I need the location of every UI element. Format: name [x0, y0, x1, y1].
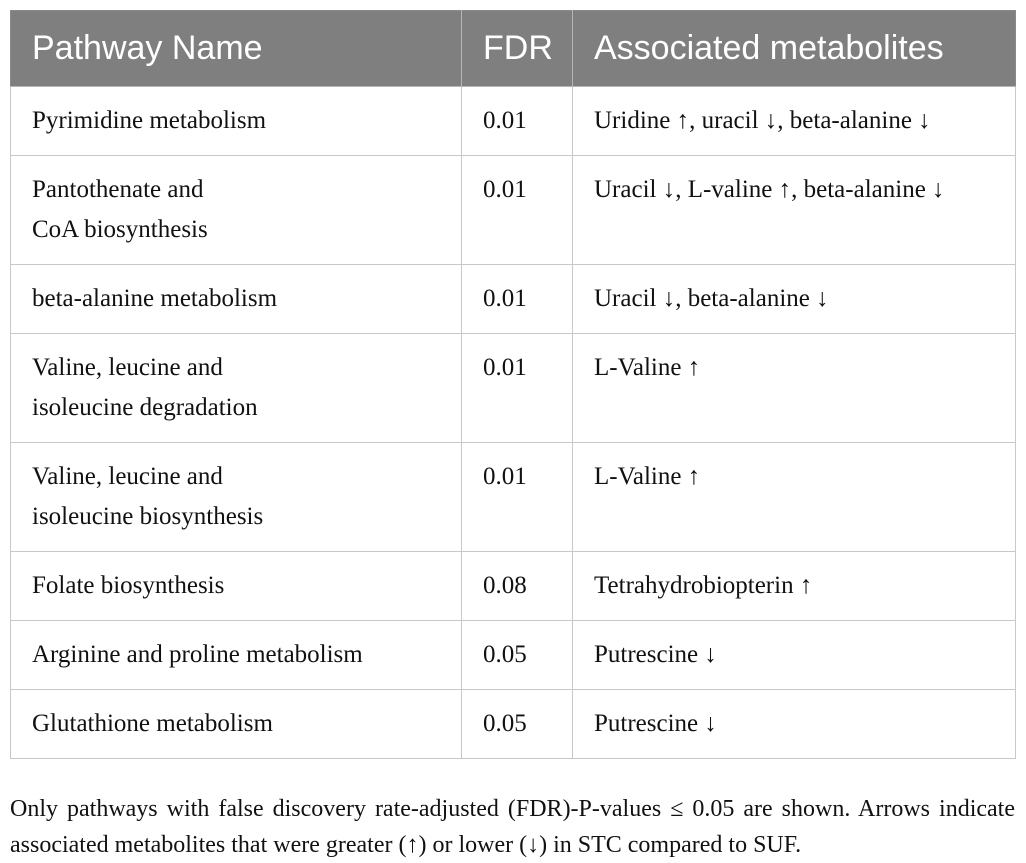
pathway-line: Glutathione metabolism — [32, 710, 273, 737]
pathway-cell — [11, 621, 462, 690]
table-row — [11, 443, 1016, 552]
table-row — [11, 552, 1016, 621]
table-row — [11, 265, 1016, 334]
fdr-cell: 0.05 — [462, 621, 573, 690]
pathway-line: Pyrimidine metabolism — [32, 107, 267, 134]
metabolites-cell: Uracil ↓, beta-alanine ↓ — [573, 265, 1016, 334]
table-footnote: Only pathways with false discovery rate-adjusted (FDR)-P-values ≤ 0.05 are shown. Arrows indicate associated metabolites that were greater (↑) or lower (↓) in STC compared to SUF. — [10, 796, 1015, 858]
fdr-cell: 0.05 — [462, 690, 573, 759]
table-container — [10, 10, 1015, 759]
pathway-line: Pantothenate and — [32, 176, 204, 203]
table-row — [11, 87, 1016, 156]
fdr-cell: 0.01 — [462, 156, 573, 265]
metabolites-cell: Putrescine ↓ — [573, 621, 1016, 690]
header-row — [11, 11, 1016, 87]
metabolites-cell: Tetrahydrobiopterin ↑ — [573, 552, 1016, 621]
fdr-cell: 0.01 — [462, 443, 573, 552]
header-fdr: FDR — [462, 11, 573, 87]
table-row — [11, 334, 1016, 443]
fdr-cell: 0.01 — [462, 265, 573, 334]
metabolites-cell: Uracil ↓, L-valine ↑, beta-alanine ↓ — [573, 156, 1016, 265]
fdr-cell: 0.01 — [462, 334, 573, 443]
pathway-cell — [11, 690, 462, 759]
table-row — [11, 690, 1016, 759]
pathway-cell — [11, 443, 462, 552]
pathway-line: Folate biosynthesis — [32, 572, 225, 599]
pathway-line: isoleucine degradation — [32, 394, 258, 421]
pathway-line: beta-alanine metabolism — [32, 285, 278, 312]
table-row — [11, 621, 1016, 690]
pathway-line: Valine, leucine and — [32, 463, 223, 490]
pathway-table — [10, 10, 1016, 759]
metabolites-cell: L-Valine ↑ — [573, 334, 1016, 443]
header-pathway-name: Pathway Name — [11, 11, 462, 87]
header-associated-metabolites: Associated metabolites — [573, 11, 1016, 87]
pathway-line: isoleucine biosynthesis — [32, 503, 264, 530]
pathway-line: Valine, leucine and — [32, 354, 223, 381]
pathway-cell — [11, 87, 462, 156]
pathway-cell — [11, 265, 462, 334]
pathway-line: Arginine and proline metabolism — [32, 641, 363, 668]
fdr-cell: 0.01 — [462, 87, 573, 156]
pathway-line: CoA biosynthesis — [32, 216, 208, 243]
table-row — [11, 156, 1016, 265]
pathway-cell — [11, 552, 462, 621]
metabolites-cell: L-Valine ↑ — [573, 443, 1016, 552]
pathway-cell — [11, 334, 462, 443]
fdr-cell: 0.08 — [462, 552, 573, 621]
metabolites-cell: Uridine ↑, uracil ↓, beta-alanine ↓ — [573, 87, 1016, 156]
pathway-cell — [11, 156, 462, 265]
metabolites-cell: Putrescine ↓ — [573, 690, 1016, 759]
